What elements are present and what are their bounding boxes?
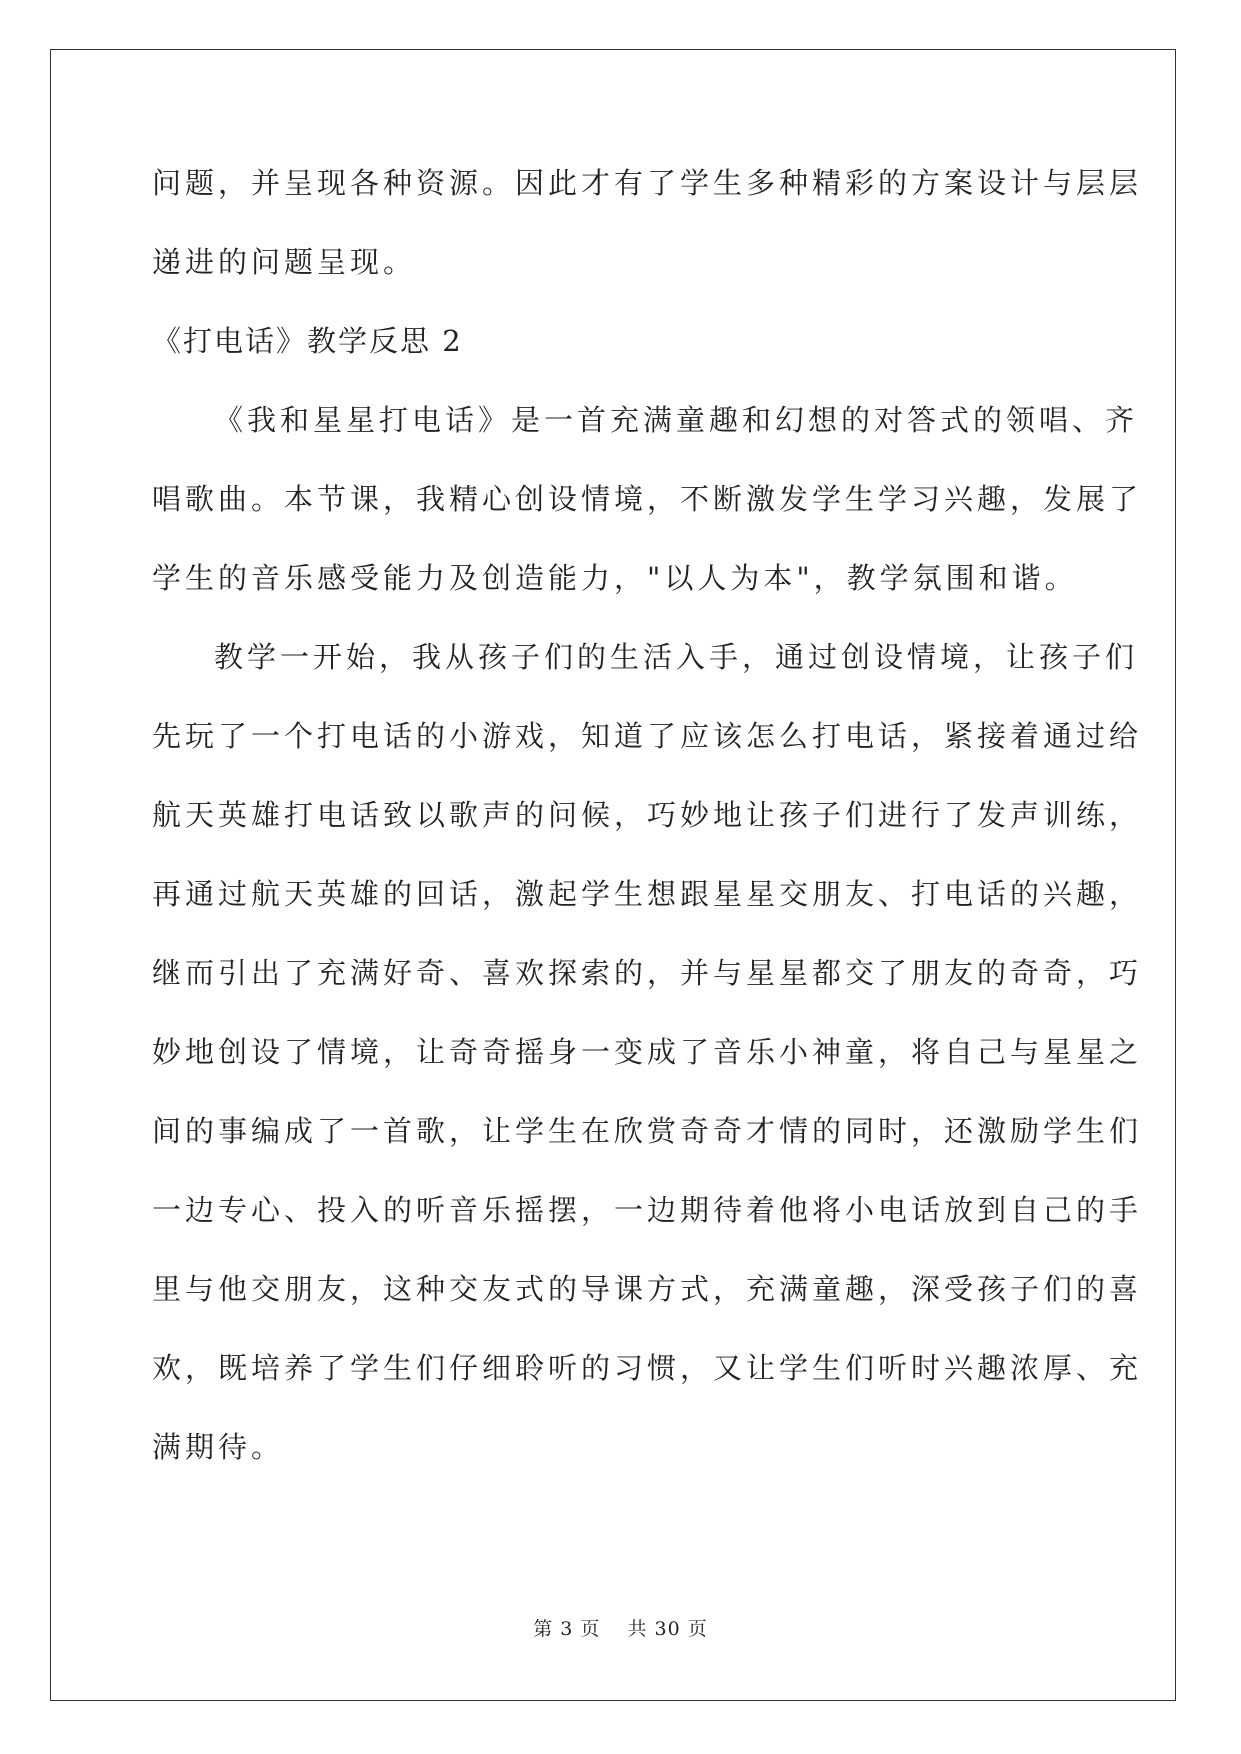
paragraph-line: 满期待。 <box>152 1430 285 1464</box>
section-heading: 《打电话》教学反思 2 <box>152 324 463 358</box>
current-page-label: 第 3 页 <box>533 1618 601 1640</box>
paragraph-line: 航天英雄打电话致以歌声的问候，巧妙地让孩子们进行了发声训练， <box>152 798 1143 832</box>
paragraph-line: 学生的音乐感受能力及创造能力，"以人为本"，教学氛围和谐。 <box>152 561 1078 595</box>
paragraph-line: 先玩了一个打电话的小游戏，知道了应该怎么打电话，紧接着通过给 <box>152 719 1143 753</box>
paragraph-line: 一边专心、投入的听音乐摇摆，一边期待着他将小电话放到自己的手 <box>152 1193 1143 1227</box>
paragraph-line: 欢，既培养了学生们仔细聆听的习惯，又让学生们听时兴趣浓厚、充 <box>152 1351 1143 1385</box>
total-pages-label: 共 30 页 <box>627 1618 708 1640</box>
paragraph-line: 再通过航天英雄的回话，激起学生想跟星星交朋友、打电话的兴趣， <box>152 877 1143 911</box>
paragraph-line: 递进的问题呈现。 <box>152 245 417 279</box>
document-body <box>152 163 1143 1506</box>
paragraph-line: 唱歌曲。本节课，我精心创设情境，不断激发学生学习兴趣，发展了 <box>152 482 1143 516</box>
paragraph-line: 《我和星星打电话》是一首充满童趣和幻想的对答式的领唱、齐 <box>214 403 1139 437</box>
paragraph-line: 继而引出了充满好奇、喜欢探索的，并与星星都交了朋友的奇奇，巧 <box>152 956 1143 990</box>
paragraph-line: 里与他交朋友，这种交友式的导课方式，充满童趣，深受孩子们的喜 <box>152 1272 1143 1306</box>
page-footer <box>0 1614 1241 1641</box>
paragraph-line: 问题，并呈现各种资源。因此才有了学生多种精彩的方案设计与层层 <box>152 166 1143 200</box>
paragraph-line: 妙地创设了情境，让奇奇摇身一变成了音乐小神童，将自己与星星之 <box>152 1035 1143 1069</box>
paragraph-line: 间的事编成了一首歌，让学生在欣赏奇奇才情的同时，还激励学生们 <box>152 1114 1143 1148</box>
paragraph-line: 教学一开始，我从孩子们的生活入手，通过创设情境，让孩子们 <box>214 640 1139 674</box>
